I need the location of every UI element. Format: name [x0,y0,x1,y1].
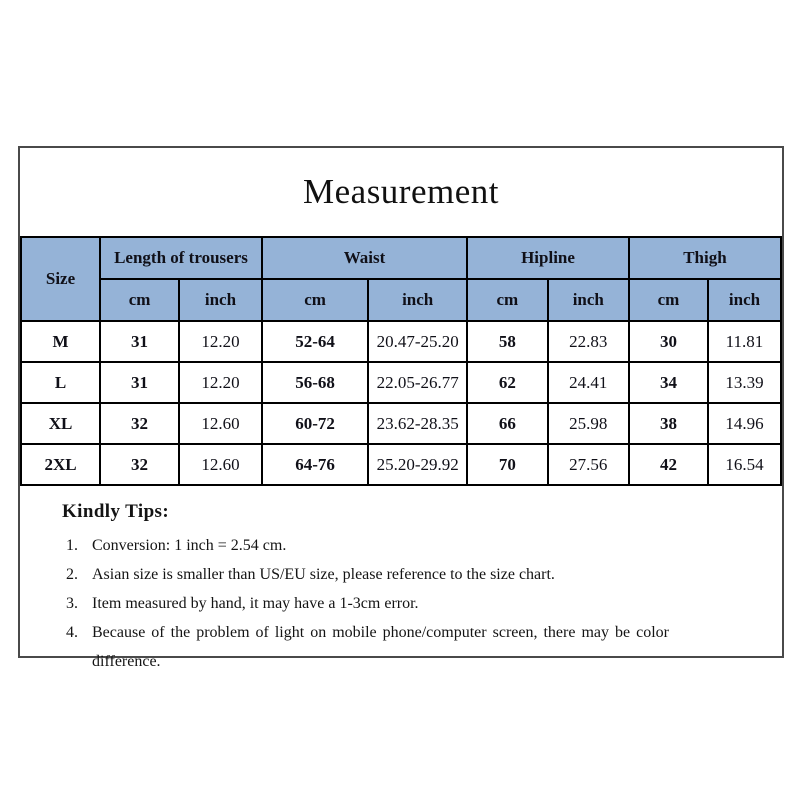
thigh-cm-value: 38 [629,403,708,444]
tip-text: Item measured by hand, it may have a 1-3cm error. [92,595,419,612]
unit-header-inch: inch [548,279,629,321]
length-cm-value: 31 [100,362,179,403]
tip-text: Because of the problem of light on mobile phone/computer screen, there may be color difference. [92,624,669,670]
table-row-xl [21,403,781,444]
unit-header-inch: inch [179,279,262,321]
unit-header-cm: cm [100,279,179,321]
group-header-length-of-trousers: Length of trousers [100,237,262,279]
tip-text: Conversion: 1 inch = 2.54 cm. [92,537,287,554]
tip-number: 4. [66,624,78,641]
hipline-inch-value: 27.56 [548,444,629,485]
unit-header-cm: cm [262,279,368,321]
thigh-inch-value: 11.81 [708,321,781,362]
tips-section [20,486,782,676]
unit-header-inch: inch [708,279,781,321]
unit-header-inch: inch [368,279,467,321]
tips-heading: Kindly Tips: [62,501,170,522]
tip-item [60,531,722,560]
length-inch-value: 12.20 [179,362,262,403]
thigh-cm-value: 30 [629,321,708,362]
table-row-m [21,321,781,362]
column-header-size: Size [21,237,100,321]
length-cm-value: 32 [100,403,179,444]
waist-cm-value: 64-76 [262,444,368,485]
tip-item [60,589,722,618]
tip-item [60,560,722,589]
thigh-inch-value: 13.39 [708,362,781,403]
tip-item [60,618,722,676]
hipline-inch-value: 25.98 [548,403,629,444]
size-label: 2XL [21,444,100,485]
thigh-inch-value: 16.54 [708,444,781,485]
waist-inch-value: 20.47-25.20 [368,321,467,362]
group-header-waist: Waist [262,237,467,279]
table-header-units-row [21,279,781,321]
table-header-groups-row [21,237,781,279]
length-cm-value: 31 [100,321,179,362]
tip-number: 2. [66,566,78,583]
unit-header-cm: cm [629,279,708,321]
thigh-cm-value: 34 [629,362,708,403]
thigh-inch-value: 14.96 [708,403,781,444]
length-inch-value: 12.60 [179,444,262,485]
hipline-cm-value: 58 [467,321,548,362]
tip-number: 1. [66,537,78,554]
tip-number: 3. [66,595,78,612]
waist-inch-value: 23.62-28.35 [368,403,467,444]
size-label: XL [21,403,100,444]
tips-list [60,531,722,676]
hipline-cm-value: 62 [467,362,548,403]
hipline-inch-value: 24.41 [548,362,629,403]
size-label: L [21,362,100,403]
thigh-cm-value: 42 [629,444,708,485]
waist-cm-value: 52-64 [262,321,368,362]
measurement-card [18,146,784,670]
length-cm-value: 32 [100,444,179,485]
waist-inch-value: 22.05-26.77 [368,362,467,403]
length-inch-value: 12.20 [179,321,262,362]
page-title: Measurement [303,172,499,211]
hipline-inch-value: 22.83 [548,321,629,362]
waist-cm-value: 56-68 [262,362,368,403]
hipline-cm-value: 70 [467,444,548,485]
size-label: M [21,321,100,362]
hipline-cm-value: 66 [467,403,548,444]
size-table [20,236,782,486]
group-header-hipline: Hipline [467,237,629,279]
table-row-l [21,362,781,403]
group-header-thigh: Thigh [629,237,781,279]
tip-text: Asian size is smaller than US/EU size, please reference to the size chart. [92,566,555,583]
unit-header-cm: cm [467,279,548,321]
table-row-2xl [21,444,781,485]
length-inch-value: 12.60 [179,403,262,444]
waist-inch-value: 25.20-29.92 [368,444,467,485]
waist-cm-value: 60-72 [262,403,368,444]
